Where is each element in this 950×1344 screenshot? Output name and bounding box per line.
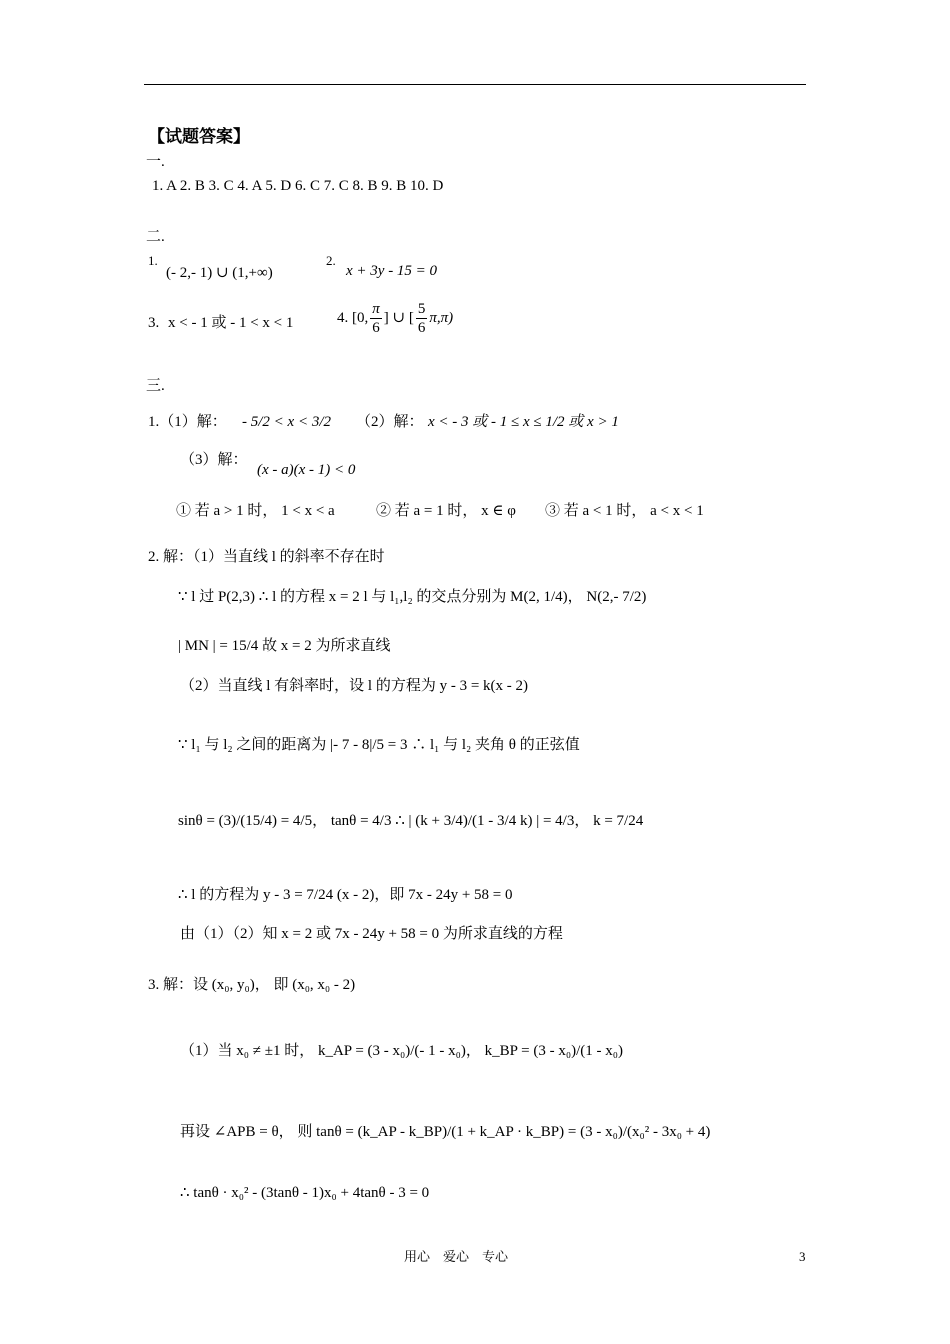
section1-answers: 1. A 2. B 3. C 4. A 5. D 6. C 7. C 8. B 9. B 10. D xyxy=(152,178,444,194)
s2-q4-suffix: π,π) xyxy=(429,309,454,326)
s2-q4-frac2: $\frac{5}{6}$ xyxy=(417,301,426,336)
s3-p2-line1: 2. 解：（1）当直线 l 的斜率不存在时 xyxy=(148,549,385,565)
s3-p2-line3: | MN | = 15/4 故 x = 2 为所求直线 xyxy=(178,638,391,654)
s3-p1-b-text: x < - 3 或 - 1 ≤ x ≤ 1/2 或 x > 1 xyxy=(428,414,619,430)
s3-p3-line3: 再设 ∠APB = θ， 则 tanθ = (k_AP - k_BP)/(1 + k_AP · k_BP) = (3 - x₀)/(x₀² - 3x₀ + 4) xyxy=(180,1124,711,1140)
s3-p2-line5: ∵ l₁ 与 l₂ 之间的距离为 |- 7 - 8|/5 = 3 ∴ l₁ 与 l₂ 夹角 θ 的正弦值 xyxy=(178,737,580,753)
s3-p2-line6: sinθ = (3)/(15/4) = 4/5， tanθ = 4/3 ∴ | (k + 3/4)/(1 - 3/4 k) | = 4/3， k = 7/24 xyxy=(178,813,644,829)
s2-q2-answer: x + 3y - 15 = 0 xyxy=(346,263,438,279)
section3-heading: 三. xyxy=(146,378,165,394)
s2-q4-frac1: $\frac{\pi}{6}$ xyxy=(372,301,380,336)
s2-q3-answer: x < - 1 或 - 1 < x < 1 xyxy=(168,315,294,331)
s3-p2-line2: ∵ l 过 P(2,3) ∴ l 的方程 x = 2 l 与 l₁,l₂ 的交点分别为 M(2, 1/4)， N(2,- 7/2) xyxy=(178,589,647,605)
s3-p1-case1: ① 若 a > 1 时， 1 < x < a xyxy=(176,503,335,519)
s3-p1-case3: ③ 若 a < 1 时， a < x < 1 xyxy=(545,503,704,519)
s3-p1-a-text: - 5/2 < x < 3/2 xyxy=(242,414,331,430)
s3-p1-a-label: 1.（1）解： xyxy=(148,414,227,430)
s3-p1-c-label: （3）解： xyxy=(180,452,248,468)
s3-p3-line1: 3. 解：设 (x₀, y₀)， 即 (x₀, x₀ - 2) xyxy=(148,977,356,993)
s2-q4-mid: ] ∪ [ xyxy=(383,309,414,326)
s2-q4 xyxy=(337,300,453,337)
s2-q4-label: 4. xyxy=(337,309,349,326)
s3-p1-case2: ② 若 a = 1 时， x ∈ φ xyxy=(376,503,516,519)
s2-q2-label: 2. xyxy=(326,253,336,268)
page-title: 【试题答案】 xyxy=(148,127,250,146)
s2-q1-label: 1. xyxy=(148,253,158,268)
s3-p3-line4: ∴ tanθ · x₀² - (3tanθ - 1)x₀ + 4tanθ - 3 = 0 xyxy=(180,1185,430,1201)
s3-p2-line7: ∴ l 的方程为 y - 3 = 7/24 (x - 2)，即 7x - 24y + 58 = 0 xyxy=(178,887,513,903)
s3-p2-line8: 由（1）（2）知 x = 2 或 7x - 24y + 58 = 0 为所求直线的方程 xyxy=(180,926,563,942)
s3-p1-c-text: (x - a)(x - 1) < 0 xyxy=(257,462,356,478)
s2-q1-answer: (- 2,- 1) ∪ (1,+∞) xyxy=(166,265,273,281)
s2-q4-prefix: [0, xyxy=(352,309,369,326)
s2-q3-label: 3. xyxy=(148,315,160,331)
footer-center: 用心 爱心 专心 xyxy=(404,1249,509,1264)
s3-p3-line2: （1）当 x₀ ≠ ±1 时， k_AP = (3 - x₀)/(- 1 - x₀)， k_BP = (3 - x₀)/(1 - x₀) xyxy=(180,1043,623,1059)
s3-p1-b-label: （2）解： xyxy=(356,414,424,430)
section2-heading: 二. xyxy=(146,229,165,245)
section1-heading: 一. xyxy=(146,154,165,170)
s3-p2-line4: （2）当直线 l 有斜率时，设 l 的方程为 y - 3 = k(x - 2) xyxy=(180,678,529,694)
header-rule xyxy=(144,84,806,85)
page-number: 3 xyxy=(799,1249,806,1264)
